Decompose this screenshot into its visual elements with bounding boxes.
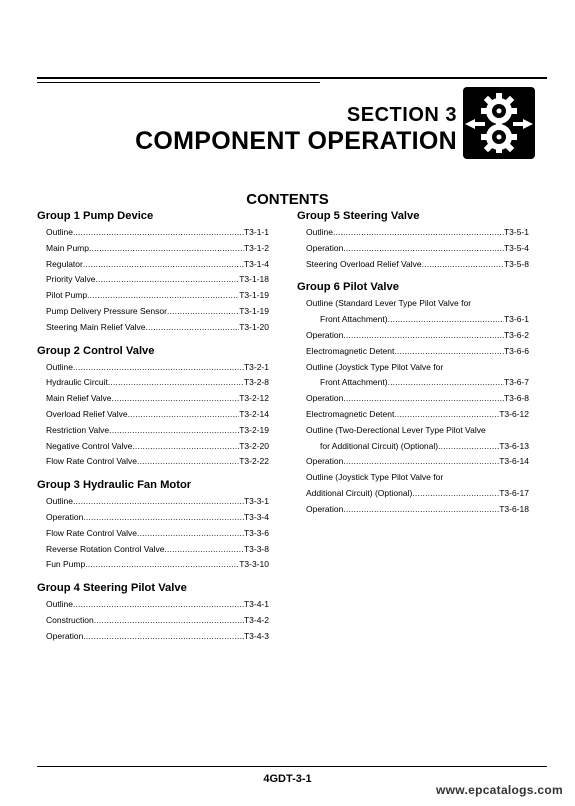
toc-page-ref: T3-2-8 — [243, 377, 269, 388]
toc-entry[interactable] — [46, 494, 269, 510]
toc-entry-title: Outline — [306, 227, 333, 237]
toc-entry[interactable] — [306, 454, 529, 470]
toc-entry-list — [37, 597, 269, 644]
toc-page-ref: T3-5-4 — [503, 242, 529, 253]
toc-entry-title: Restriction Valve — [46, 424, 110, 435]
toc-dot-leader — [164, 542, 244, 558]
toc-entry[interactable] — [306, 423, 529, 439]
toc-entry-title: Operation — [306, 393, 344, 404]
toc-page-ref: T3-6-1 — [503, 314, 529, 325]
toc-entry-title: Operation — [306, 242, 344, 253]
toc-entry[interactable] — [306, 502, 529, 518]
toc-entry-title: Steering Overload Relief Valve — [306, 258, 422, 269]
toc-entry-title: Steering Main Relief Valve — [46, 321, 146, 332]
toc-dot-leader — [343, 391, 504, 407]
toc-entry-title: Outline (Joystick Type Pilot Valve for — [306, 472, 444, 483]
toc-dot-leader — [89, 241, 244, 257]
toc-page-ref: T3-6-18 — [499, 503, 529, 514]
toc-entry[interactable] — [46, 454, 269, 470]
toc-page-ref: T3-3-10 — [239, 559, 269, 570]
toc-entry[interactable] — [306, 344, 529, 360]
toc-dot-leader — [128, 407, 240, 423]
toc-entry[interactable] — [46, 423, 269, 439]
toc-page-ref: T3-6-7 — [503, 377, 529, 388]
toc-dot-leader — [394, 344, 504, 360]
toc-group-heading: Group 1 Pump Device — [37, 210, 154, 222]
toc-entry-title: Operation — [306, 329, 344, 340]
toc-entry[interactable] — [46, 304, 269, 320]
toc-entry[interactable] — [306, 225, 529, 241]
toc-entry[interactable] — [306, 360, 529, 376]
toc-entry-title: Operation — [306, 503, 344, 514]
toc-page-ref: T3-6-6 — [503, 345, 529, 356]
toc-dot-leader — [137, 454, 239, 470]
toc-page-ref: T3-2-14 — [239, 408, 269, 419]
toc-dot-leader — [388, 375, 504, 391]
toc-entry-title: Reverse Rotation Control Valve — [46, 543, 165, 554]
toc-page-ref: T3-1-19 — [239, 305, 269, 316]
toc-dot-leader — [343, 328, 504, 344]
toc-entry-title: Construction — [46, 614, 94, 625]
toc-entry[interactable] — [46, 557, 269, 573]
section-label: SECTION 3 — [346, 104, 457, 126]
toc-entry-title: Negative Control Valve — [46, 440, 133, 451]
toc-entry-title: Outline (Two-Derectional Lever Type Pilot Valve — [306, 424, 486, 435]
toc-page-ref: T3-3-4 — [243, 511, 269, 522]
toc-entry-title: Pump Delivery Pressure Sensor — [46, 305, 167, 316]
toc-entry[interactable] — [46, 542, 269, 558]
watermark: www.epcatalogs.com — [436, 783, 563, 797]
toc-entry[interactable] — [46, 526, 269, 542]
toc-entry-title: Pilot Pump — [46, 290, 88, 301]
toc-page-ref: T3-1-18 — [239, 274, 269, 285]
toc-entry[interactable] — [46, 241, 269, 257]
toc-dot-leader — [343, 241, 504, 257]
page-code: 4GDT-3-1 — [263, 773, 312, 785]
toc-dot-leader — [422, 257, 504, 273]
toc-page-ref: T3-6-8 — [503, 393, 529, 404]
toc-group-heading: Group 5 Steering Valve — [297, 210, 420, 222]
toc-entry-title: Additional Circuit) (Optional) — [306, 487, 413, 498]
toc-page-ref: T3-5-8 — [503, 258, 529, 269]
toc-dot-leader — [388, 312, 504, 328]
toc-page-ref: T3-4-3 — [243, 630, 269, 641]
toc-entry[interactable] — [46, 510, 269, 526]
toc-entry-title: Outline — [46, 496, 73, 507]
toc-entry[interactable] — [306, 486, 529, 502]
toc-entry-title: Outline (Standard Lever Type Pilot Valve for — [306, 298, 472, 309]
toc-dot-leader — [146, 320, 240, 336]
toc-entry[interactable] — [306, 241, 529, 257]
toc-entry-title: Operation — [306, 456, 344, 467]
toc-entry[interactable] — [46, 613, 269, 629]
toc-entry-title: for Additional Circuit) (Optional) — [320, 440, 439, 451]
toc-entry-title: Operation — [46, 511, 84, 522]
toc-page-ref: T3-5-1 — [503, 227, 529, 237]
toc-entry-title: Priority Valve — [46, 274, 96, 285]
toc-entry-list — [297, 296, 529, 517]
toc-entry-title: Flow Rate Control Valve — [46, 527, 138, 538]
toc-page-ref: T3-1-19 — [239, 290, 269, 301]
toc-entry[interactable] — [306, 375, 529, 391]
toc-entry-title: Outline — [46, 599, 73, 610]
toc-page-ref: T3-2-20 — [239, 440, 269, 451]
toc-page-ref: T3-3-8 — [243, 543, 269, 554]
toc-dot-leader — [73, 597, 244, 613]
toc-page-ref: T3-1-4 — [243, 258, 269, 269]
toc-page-ref: T3-6-2 — [503, 329, 529, 340]
toc-entry-list — [37, 494, 269, 573]
toc-page-ref: T3-2-19 — [239, 424, 269, 435]
toc-entry-title: Electromagnetic Detent — [306, 408, 395, 419]
toc-entry-title: Outline — [46, 361, 73, 372]
toc-dot-leader — [343, 502, 499, 518]
toc-page-ref: T3-3-1 — [243, 496, 269, 507]
toc-entry[interactable] — [46, 288, 269, 304]
toc-entry[interactable] — [306, 470, 529, 486]
toc-dot-leader — [438, 439, 499, 455]
toc-entry-title: Front Attachment) — [320, 377, 388, 388]
toc-entry-title: Main Relief Valve — [46, 393, 112, 404]
toc-page-ref: T3-1-1 — [243, 227, 269, 237]
gear-pump-icon — [463, 87, 535, 159]
toc-dot-leader — [132, 439, 239, 455]
toc-page-ref: T3-1-20 — [239, 321, 269, 332]
toc-dot-leader — [83, 629, 244, 645]
toc-dot-leader — [73, 225, 244, 241]
toc-dot-leader — [109, 423, 239, 439]
toc-right-column — [297, 207, 529, 524]
toc-entry[interactable] — [46, 391, 269, 407]
toc-entry[interactable] — [46, 272, 269, 288]
contents-heading: CONTENTS — [246, 191, 329, 208]
toc-entry[interactable] — [46, 407, 269, 423]
toc-dot-leader — [87, 288, 239, 304]
toc-page-ref: T3-2-12 — [239, 393, 269, 404]
toc-page-ref: T3-2-22 — [239, 456, 269, 467]
toc-entry-title: Front Attachment) — [320, 314, 388, 325]
toc-group-heading: Group 6 Pilot Valve — [297, 281, 399, 294]
toc-entry-list — [37, 225, 269, 336]
toc-page-ref: T3-4-1 — [243, 599, 269, 610]
toc-page-ref: T3-6-14 — [499, 456, 529, 467]
toc-entry-title: Outline (Joystick Type Pilot Valve for — [306, 361, 444, 372]
toc-dot-leader — [83, 257, 244, 273]
toc-entry[interactable] — [306, 439, 529, 455]
toc-page-ref: T3-6-12 — [499, 408, 529, 419]
toc-entry-title: Fun Pump — [46, 559, 86, 570]
toc-entry[interactable] — [46, 225, 269, 241]
toc-entry[interactable] — [306, 257, 529, 273]
toc-entry[interactable] — [306, 296, 529, 312]
toc-left-column — [37, 207, 269, 651]
toc-dot-leader — [73, 360, 244, 376]
toc-page-ref: T3-2-1 — [243, 361, 269, 372]
toc-entry[interactable] — [306, 391, 529, 407]
toc-entry[interactable] — [46, 597, 269, 613]
toc-entry-title: Hydraulic Circuit — [46, 377, 108, 388]
toc-entry[interactable] — [46, 360, 269, 376]
toc-dot-leader — [167, 304, 239, 320]
header-rule-top — [37, 77, 547, 79]
toc-group-heading: Group 4 Steering Pilot Valve — [37, 582, 187, 595]
toc-page-ref: T3-1-2 — [243, 242, 269, 253]
toc-entry-title: Overload Relief Valve — [46, 408, 128, 419]
toc-page-ref: T3-6-17 — [499, 487, 529, 498]
toc-group-heading: Group 3 Hydraulic Fan Motor — [37, 479, 192, 492]
toc-entry-title: Flow Rate Control Valve — [46, 456, 138, 467]
footer-rule — [37, 766, 547, 767]
toc-page-ref: T3-4-2 — [243, 614, 269, 625]
toc-entry-title: Operation — [46, 630, 84, 641]
toc-dot-leader — [112, 391, 240, 407]
toc-dot-leader — [137, 526, 244, 542]
toc-page-ref: T3-3-6 — [243, 527, 269, 538]
toc-entry[interactable] — [306, 328, 529, 344]
toc-entry-title: Main Pump — [46, 242, 89, 253]
toc-entry-list — [297, 225, 529, 272]
toc-group-heading: Group 2 Control Valve — [37, 344, 155, 357]
toc-page-ref: T3-6-13 — [499, 440, 529, 451]
toc-dot-leader — [333, 225, 504, 241]
toc-dot-leader — [343, 454, 499, 470]
toc-entry[interactable] — [46, 629, 269, 645]
toc-dot-leader — [94, 613, 244, 629]
page-title: COMPONENT OPERATION — [135, 127, 457, 155]
toc-dot-leader — [73, 494, 244, 510]
toc-dot-leader — [394, 407, 499, 423]
toc-entry[interactable] — [46, 257, 269, 273]
toc-dot-leader — [412, 486, 499, 502]
toc-dot-leader — [108, 375, 244, 391]
toc-entry-title: Outline — [46, 227, 73, 237]
toc-entry-title: Electromagnetic Detent — [306, 345, 395, 356]
toc-entry[interactable] — [46, 320, 269, 336]
toc-entry[interactable] — [306, 312, 529, 328]
toc-dot-leader — [83, 510, 244, 526]
toc-entry-list — [37, 360, 269, 471]
toc-dot-leader — [85, 557, 239, 573]
toc-entry[interactable] — [306, 407, 529, 423]
toc-dot-leader — [95, 272, 239, 288]
header-rule-bottom — [37, 82, 320, 83]
toc-entry-title: Regulator — [46, 258, 83, 269]
toc-entry[interactable] — [46, 375, 269, 391]
toc-entry[interactable] — [46, 439, 269, 455]
